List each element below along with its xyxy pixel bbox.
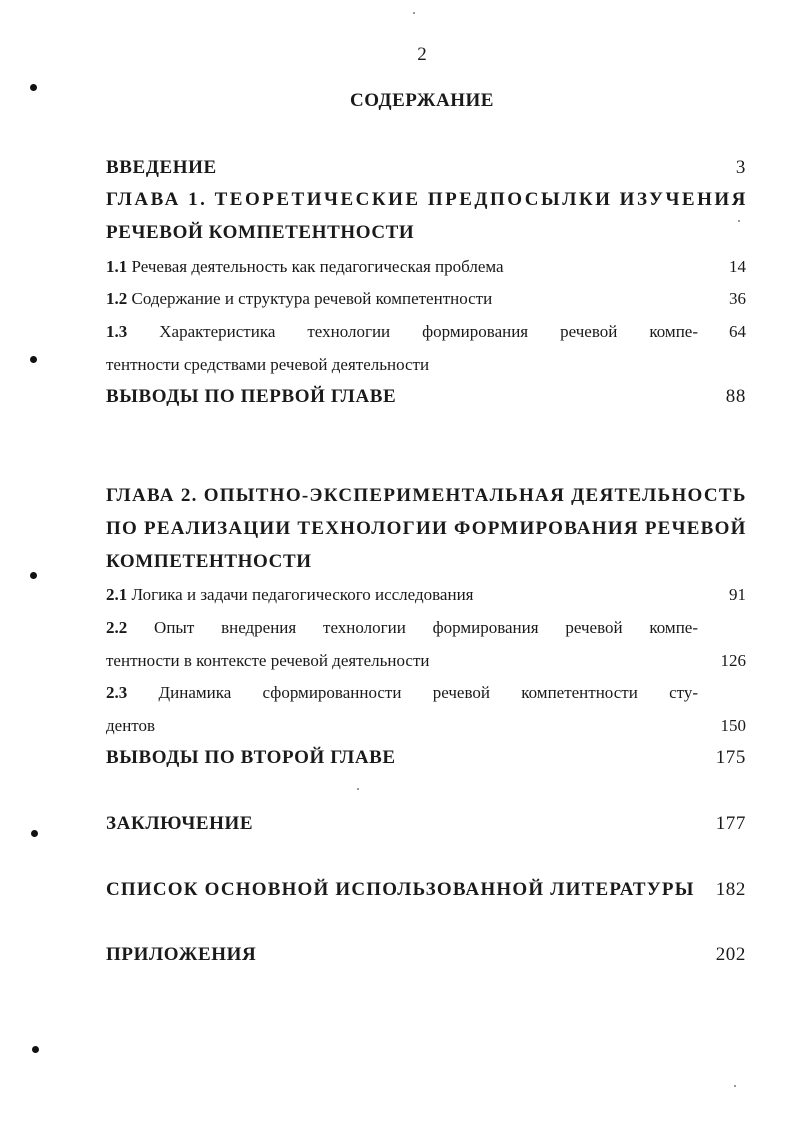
toc-page-number: 64 (729, 322, 746, 341)
scan-speck (357, 788, 359, 790)
section-number: 1.2 (106, 289, 128, 308)
section-number: 2.2 (106, 618, 128, 637)
toc-entry-label: ВЫВОДЫ ПО ВТОРОЙ ГЛАВЕ (106, 747, 396, 768)
toc-entry-label: ВЫВОДЫ ПО ПЕРВОЙ ГЛАВЕ (106, 386, 397, 407)
section-title: Речевая деятельность как педагогическая проблема (131, 257, 504, 276)
toc-page-number: 91 (729, 585, 746, 604)
section-title: Содержание и структура речевой компетентности (131, 289, 493, 308)
toc-entry-intro[interactable] (106, 157, 746, 179)
section-title: Характеристика технологии формирования речевой компе- (159, 322, 698, 341)
chapter2-heading-line3[interactable]: КОМПЕТЕНТНОСТИ (106, 551, 312, 572)
chapter2-heading-line2[interactable]: ПО РЕАЛИЗАЦИИ ТЕХНОЛОГИИ ФОРМИРОВАНИЯ РЕЧЕВОЙ (106, 518, 747, 539)
toc-entry-bibliography[interactable] (106, 879, 746, 901)
scan-mark (32, 1046, 39, 1053)
chapter1-heading-line2[interactable]: РЕЧЕВОЙ КОМПЕТЕНТНОСТИ (106, 222, 415, 243)
toc-page-number: 175 (715, 747, 746, 768)
toc-entry-2-3[interactable] (106, 683, 746, 703)
toc-entry-1-1[interactable] (106, 257, 746, 277)
toc-entry-1-2[interactable] (106, 289, 746, 309)
toc-page-number: 36 (729, 289, 746, 308)
section-title-cont: дентов (106, 716, 156, 735)
section-number: 1.1 (106, 257, 128, 276)
toc-entry-2-1[interactable] (106, 585, 746, 605)
toc-page-number: 177 (715, 813, 746, 834)
toc-entry-1-3[interactable] (106, 322, 746, 342)
scan-speck (413, 12, 415, 14)
toc-entry-chapter1-conclusion[interactable] (106, 386, 746, 408)
scan-mark (30, 572, 37, 579)
toc-entry-2-2[interactable] (106, 618, 746, 638)
chapter2-heading-line1[interactable]: ГЛАВА 2. ОПЫТНО-ЭКСПЕРИМЕНТАЛЬНАЯ ДЕЯТЕЛЬНОСТЬ (106, 485, 747, 506)
toc-page-number: 3 (735, 157, 746, 178)
toc-entry-label: СПИСОК ОСНОВНОЙ ИСПОЛЬЗОВАННОЙ ЛИТЕРАТУРЫ (106, 879, 695, 900)
section-title: Логика и задачи педагогического исследования (131, 585, 474, 604)
toc-page-number: 126 (720, 651, 746, 670)
toc-title: СОДЕРЖАНИЕ (350, 90, 494, 111)
section-title-cont: тентности в контексте речевой деятельности (106, 651, 430, 670)
toc-entry-label: ПРИЛОЖЕНИЯ (106, 944, 257, 965)
toc-entry-label: ЗАКЛЮЧЕНИЕ (106, 813, 254, 834)
section-number: 1.3 (106, 322, 128, 341)
page-number: 2 (417, 44, 427, 65)
section-title: Опыт внедрения технологии формирования речевой компе- (154, 618, 698, 637)
section-number: 2.3 (106, 683, 128, 702)
scan-speck (734, 1085, 736, 1087)
chapter1-heading-line1[interactable]: ГЛАВА 1. ТЕОРЕТИЧЕСКИЕ ПРЕДПОСЫЛКИ ИЗУЧЕНИЯ (106, 189, 748, 210)
toc-page-number: 202 (715, 944, 746, 965)
toc-page-number: 88 (725, 386, 746, 407)
scan-mark (31, 830, 38, 837)
scan-mark (30, 356, 37, 363)
toc-entry-1-3-cont[interactable]: тентности средствами речевой деятельности (106, 355, 430, 374)
toc-entry-chapter2-conclusion[interactable] (106, 747, 746, 769)
section-title: Динамика сформированности речевой компетентности сту- (158, 683, 698, 702)
toc-entry-label: ВВЕДЕНИЕ (106, 157, 217, 178)
toc-page-number: 150 (720, 716, 746, 735)
toc-entry-2-2-cont[interactable] (106, 651, 746, 671)
toc-page-number: 14 (729, 257, 746, 276)
toc-entry-2-3-cont[interactable] (106, 716, 746, 736)
toc-entry-appendix[interactable] (106, 944, 746, 966)
section-number: 2.1 (106, 585, 128, 604)
toc-page-number: 182 (715, 879, 746, 900)
toc-entry-final[interactable] (106, 813, 746, 835)
